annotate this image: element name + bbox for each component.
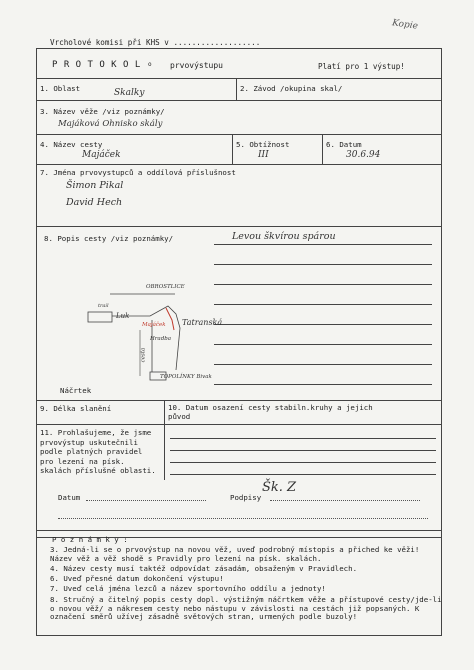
row1-bottom — [36, 100, 441, 101]
notes-heading: P o z n á m k y : — [52, 535, 128, 544]
sketch-luk: Luk — [116, 312, 130, 320]
row11-line-1 — [170, 438, 436, 439]
note-4: 4. Název cesty musí taktéž odpovídat zásadám, obsaženým v Pravidlech. — [50, 564, 358, 573]
row9-divider — [164, 400, 165, 424]
row9-bottom — [36, 424, 441, 425]
podpisy-label: Podpisy — [230, 493, 262, 502]
field-oblast-label: 1. Oblast — [40, 84, 81, 93]
field-jmena-value-2: David Hech — [66, 197, 123, 208]
row11-line-4 — [170, 474, 436, 475]
field-datum-value: 30.6.94 — [346, 150, 381, 160]
popis-line-1 — [214, 244, 432, 245]
field-vez-label: 3. Název věže /viz poznámky/ — [40, 107, 165, 116]
sketch-bottom-box-label: TOPOLÍNKY Bivak — [160, 374, 212, 380]
field-vez-value: Majáková Ohnisko skály — [58, 119, 163, 129]
podpisy-dots — [270, 500, 420, 501]
sketch-label: Náčrtek — [60, 386, 92, 395]
field-zavod-label: 2. Závod /okupina skal/ — [240, 84, 343, 93]
sketch-cesta: cesta — [140, 347, 147, 363]
row8-bottom — [36, 400, 441, 401]
sketch-trail-left: trail — [98, 303, 109, 309]
popis-line-2 — [214, 264, 432, 265]
row4-bottom — [36, 164, 441, 165]
title-line — [36, 78, 441, 79]
field-oblast-value: Skalky — [114, 88, 145, 98]
field-datum-label: 6. Datum — [326, 140, 362, 149]
note-3: 3. Jedná-li se o prvovýstup na novou věž, uveď podrobný místopis a přiched ke věži! Název věž a věž shodě s Pravidly pro lezení na písk. skalách. — [50, 545, 420, 563]
datum-label: Datum — [58, 493, 81, 502]
note-8: 8. Stručný a čitelný popis cesty dopl. výstižným náčrtkem věže a přístupové cesty/jde-li o novou věž/ a nákresem cesty nebo nástupu v závislosti na cestách již popsaných. K označení směrů užívej zásadně světových stran, urmených podle buzoly! — [50, 595, 442, 622]
corner-mark: Kopie — [391, 18, 419, 32]
sketch-luk-box — [88, 312, 112, 322]
field-obtiznost-label: 5. Obtížnost — [236, 140, 290, 149]
row7-bottom — [36, 226, 441, 227]
title-plati: Platí pro 1 výstup! — [318, 62, 405, 71]
field-slaneni-label: 9. Délka slanění — [40, 404, 112, 413]
signature: Šk. Z — [262, 480, 297, 495]
field-jmena-value-1: Šimon Pikal — [66, 180, 124, 191]
field-popis-label: 8. Popis cesty /viz poznámky/ — [44, 234, 174, 243]
row1-divider — [236, 78, 237, 100]
field-osazeni-label: 10. Datum osazení cesty stabiln.kruhy a jejich původ — [168, 403, 373, 421]
row11-line-2 — [170, 450, 436, 451]
sketch-majak: Majáček — [142, 322, 166, 328]
note-7: 7. Uveď celá jména lezců a název sportovního oddílu a jednoty! — [50, 584, 326, 593]
row11-divider — [164, 424, 165, 480]
title-protokol: P R O T O K O L — [52, 60, 141, 70]
row11-line-3 — [170, 462, 436, 463]
title-prvovystupu: prvovýstupu — [170, 61, 223, 70]
title-dot: o — [148, 61, 152, 68]
sketch-tatranska: Tatranská — [182, 318, 223, 327]
field-cesta-value: Majáček — [82, 150, 121, 160]
note-6: 6. Uveď přesné datum dokončení výstupu! — [50, 574, 224, 583]
datum-dots — [86, 500, 206, 501]
field-popis-value: Levou škvírou spárou — [232, 231, 336, 242]
row4-div2 — [322, 134, 323, 164]
extra-dots — [58, 518, 428, 519]
field-jmena-label: 7. Jména prvovystupců a oddílová příslušnost — [40, 168, 236, 177]
sketch-obrostlice: OBROSTLICE — [146, 284, 185, 290]
row3-bottom — [36, 134, 441, 135]
header-line: Vrcholové komisi při KHS v ................... — [50, 38, 261, 47]
sketch-vert-right: Hradba — [150, 336, 172, 342]
field-cesta-label: 4. Název cesty — [40, 140, 103, 149]
field-obtiznost-value: III — [258, 150, 269, 160]
field-prohlaseni: 11. Prohlašujeme, že jsme prvovýstup uskutečnili podle platných pravidel pro lezení na písk. skalách příslušné oblasti. — [40, 428, 156, 476]
row4-div1 — [232, 134, 233, 164]
